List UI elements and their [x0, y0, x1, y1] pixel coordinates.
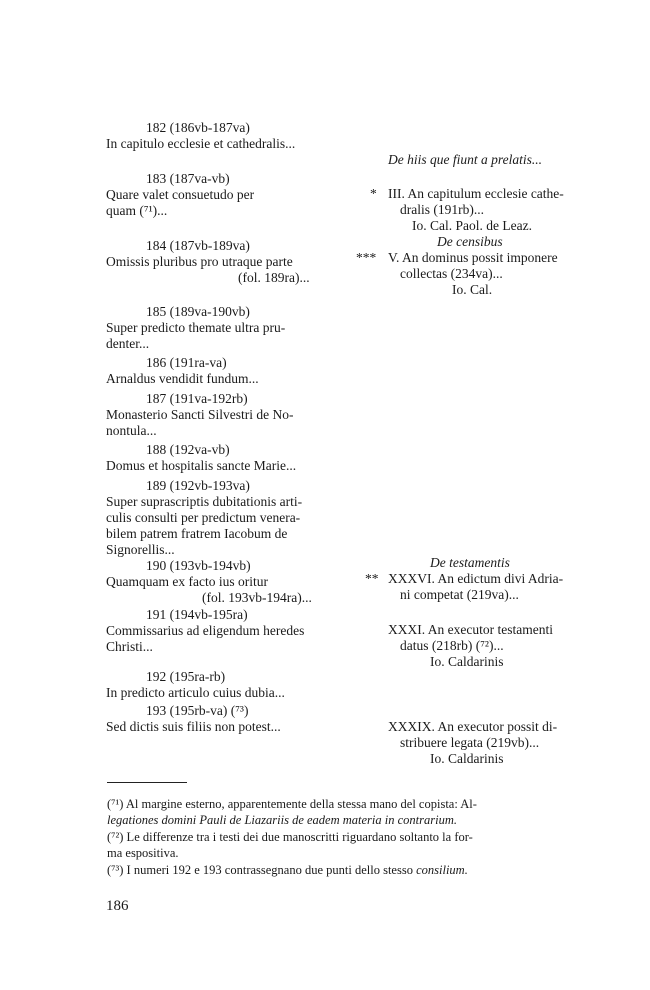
- author-line: Io. Caldarinis: [430, 751, 504, 766]
- entry-heading: 187 (191va-192rb): [146, 391, 248, 406]
- entry-heading: 186 (191ra-va): [146, 355, 227, 370]
- entry-text: Domus et hospitalis sancte Marie...: [106, 458, 297, 473]
- entry-text: In capitulo ecclesie et cathedralis...: [106, 136, 296, 151]
- section-heading: De censibus: [437, 234, 503, 249]
- entry-text: dralis (191rb)...: [400, 202, 484, 217]
- entry-text: XXXVI. An edictum divi Adria-: [388, 571, 564, 586]
- entry-text: XXXIX. An executor possit di-: [388, 719, 558, 734]
- entry-text: Christi...: [106, 639, 153, 654]
- entry-text: XXXI. An executor testamenti: [388, 622, 553, 637]
- entry-heading: 185 (189va-190vb): [146, 304, 250, 319]
- footnote-72-cont: ma espositiva.: [107, 846, 179, 860]
- entry-text: (fol. 193vb-194ra)...: [202, 590, 312, 605]
- entry-heading: 192 (195ra-rb): [146, 669, 226, 684]
- section-heading: De hiis que fiunt a prelatis...: [388, 152, 542, 167]
- page-number: 186: [106, 898, 129, 914]
- entry-text: denter...: [106, 336, 150, 351]
- entry-text: Omissis pluribus pro utraque parte: [106, 254, 293, 269]
- section-heading: De testamentis: [430, 555, 510, 570]
- author-line: Io. Caldarinis: [430, 654, 504, 669]
- entry-text: bilem patrem fratrem Iacobum de: [106, 526, 288, 541]
- entry-text: nontula...: [106, 423, 157, 438]
- entry-text: Commissarius ad eligendum heredes: [106, 623, 305, 638]
- entry-text: stribuere legata (219vb)...: [400, 735, 540, 750]
- entry-text: Arnaldus vendidit fundum...: [106, 371, 259, 386]
- entry-heading: 182 (186vb-187va): [146, 120, 250, 135]
- asterisk-mark: **: [365, 571, 379, 586]
- asterisk-mark: *: [370, 186, 377, 201]
- entry-text: Super suprascriptis dubitationis arti-: [106, 494, 303, 509]
- entry-text: V. An dominus possit imponere: [388, 250, 558, 265]
- entry-heading: 184 (187vb-189va): [146, 238, 250, 253]
- footnote-71-cont: legationes domini Pauli de Liazariis de eadem materia in contrarium.: [107, 813, 457, 827]
- entry-text: In predicto articulo cuius dubia...: [106, 685, 285, 700]
- entry-heading: 191 (194vb-195ra): [146, 607, 248, 622]
- entry-text: datus (218rb) (⁷²)...: [400, 638, 504, 653]
- entry-text: (fol. 189ra)...: [238, 270, 310, 285]
- footnote-72: (⁷²) Le differenze tra i testi dei due manoscritti riguardano soltanto la for-: [107, 830, 473, 844]
- entry-text: Super predicto themate ultra pru-: [106, 320, 286, 335]
- entry-text: Quare valet consuetudo per: [106, 187, 255, 202]
- entry-heading: 193 (195rb-va) (⁷³): [146, 703, 249, 718]
- entry-text: ni competat (219va)...: [400, 587, 519, 602]
- footnote-73-italic: consilium.: [416, 863, 468, 877]
- footnote-73-text: (⁷³) I numeri 192 e 193 contrassegnano due punti dello stesso: [107, 863, 413, 877]
- entry-text: quam (⁷¹)...: [106, 203, 168, 218]
- entry-text: culis consulti per predictum venera-: [106, 510, 301, 525]
- entry-text: Quamquam ex facto ius oritur: [106, 574, 268, 589]
- entry-text: Sed dictis suis filiis non potest...: [106, 719, 281, 734]
- footnote-73: [107, 862, 468, 878]
- entry-heading: 189 (192vb-193va): [146, 478, 250, 493]
- entry-text: Signorellis...: [106, 542, 175, 557]
- entry-heading: 183 (187va-vb): [146, 171, 230, 186]
- entry-heading: 190 (193vb-194vb): [146, 558, 251, 573]
- entry-text: III. An capitulum ecclesie cathe-: [388, 186, 564, 201]
- asterisk-mark: ***: [356, 250, 377, 265]
- entry-text: collectas (234va)...: [400, 266, 503, 281]
- footnote-71: (⁷¹) Al margine esterno, apparentemente della stessa mano del copista: Al-: [107, 797, 477, 811]
- entry-text: Monasterio Sancti Silvestri de No-: [106, 407, 294, 422]
- footnote-rule: [107, 782, 187, 783]
- author-line: Io. Cal.: [452, 282, 493, 297]
- author-line: Io. Cal. Paol. de Leaz.: [412, 218, 532, 233]
- entry-heading: 188 (192va-vb): [146, 442, 230, 457]
